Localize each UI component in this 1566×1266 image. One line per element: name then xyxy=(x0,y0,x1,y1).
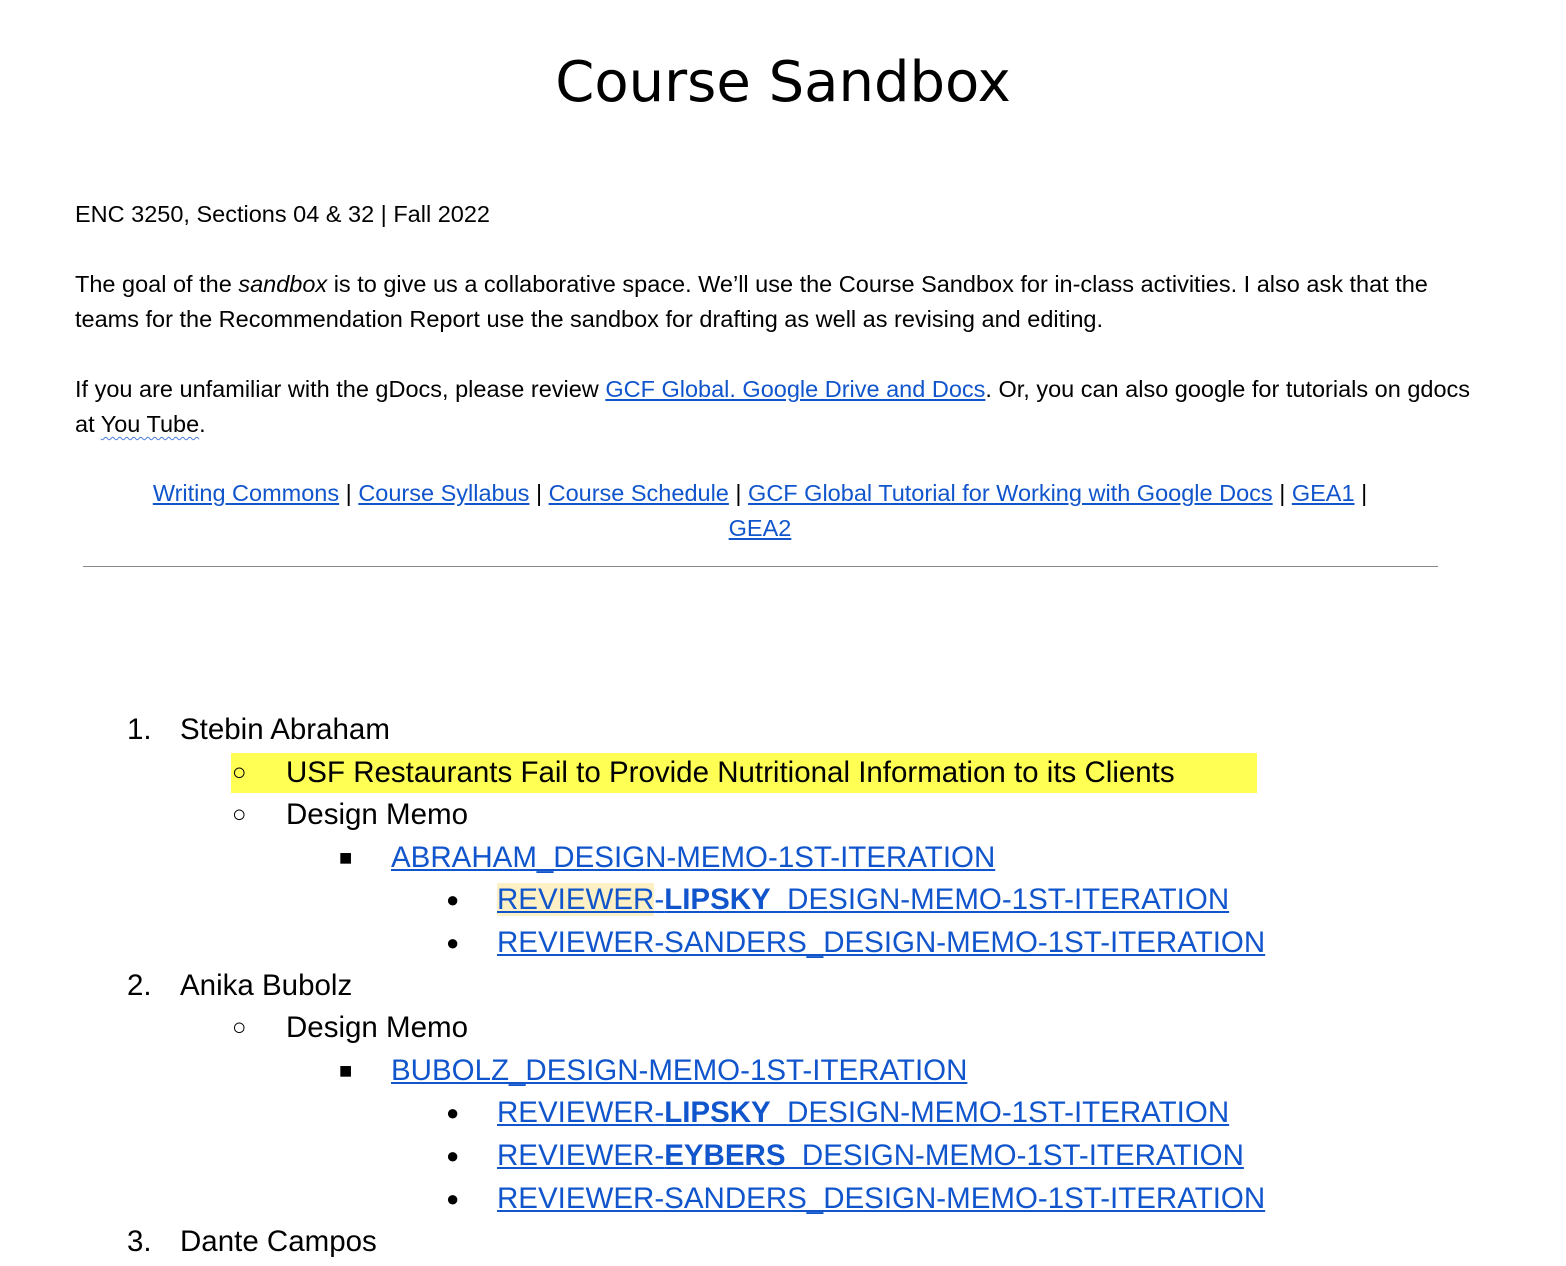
bullet-icon: ● xyxy=(446,1143,460,1168)
gcf-tutorial-link[interactable]: GCF Global Tutorial for Working with Google Docs xyxy=(748,480,1273,506)
review-prefix: REVIEWER- xyxy=(497,1096,665,1129)
horizontal-rule xyxy=(83,566,1438,567)
review-prefix: REVIEWER- xyxy=(497,1139,665,1172)
student-name: Anika Bubolz xyxy=(180,969,353,1002)
review-link[interactable]: REVIEWER-SANDERS_DESIGN-MEMO-1ST-ITERATION xyxy=(497,926,1266,959)
bullet-icon: ● xyxy=(446,887,460,912)
gdocs-text-before: If you are unfamiliar with the gDocs, please review xyxy=(75,376,606,402)
gdocs-text-middle: . Or, you can also google for tutorials on gdocs at xyxy=(75,376,1471,437)
gcf-global-link[interactable]: GCF Global. Google Drive and Docs xyxy=(605,376,986,402)
gdocs-paragraph xyxy=(75,372,1475,442)
list-number: 3. xyxy=(127,1225,152,1258)
list-number: 2. xyxy=(127,969,152,1002)
course-line: ENC 3250, Sections 04 & 32 | Fall 2022 xyxy=(75,201,490,227)
nav-links xyxy=(75,476,1445,546)
nav-separator: | xyxy=(1279,480,1286,506)
review-link[interactable]: REVIEWER-SANDERS_DESIGN-MEMO-1ST-ITERATION xyxy=(497,1182,1266,1215)
writing-commons-link[interactable]: Writing Commons xyxy=(152,480,340,506)
memo-link[interactable]: ABRAHAM_DESIGN-MEMO-1ST-ITERATION xyxy=(391,841,996,874)
section-label: Design Memo xyxy=(286,798,468,831)
document-title: Course Sandbox xyxy=(555,50,1011,115)
goal-text-after: is to give us a collaborative space. We’ll use the Course Sandbox for in-class activities. I also ask that the teams for the Recommendation Report use the sandbox for drafting as well as revising and editing. xyxy=(75,271,1428,332)
square-bullet-icon: ■ xyxy=(339,1058,353,1083)
square-bullet-icon: ■ xyxy=(339,845,353,870)
youtube-spellcheck-text: You Tube xyxy=(100,411,200,437)
goal-emphasis: sandbox xyxy=(238,271,328,297)
gea2-link[interactable]: GEA2 xyxy=(728,515,792,541)
nav-separator: | xyxy=(345,480,352,506)
bullet-icon: ● xyxy=(446,930,460,955)
section-label: Design Memo xyxy=(286,1011,468,1044)
circle-bullet-icon: ○ xyxy=(232,1014,247,1041)
gea1-link[interactable]: GEA1 xyxy=(1291,480,1355,506)
review-link[interactable] xyxy=(497,1093,1229,1133)
goal-paragraph xyxy=(75,267,1475,337)
reviewer-name: LIPSKY_ xyxy=(664,883,788,916)
circle-bullet-icon: ○ xyxy=(232,801,247,828)
review-suffix: DESIGN-MEMO-1ST-ITERATION xyxy=(787,1096,1230,1129)
gdocs-text-after: . xyxy=(199,411,206,437)
goal-text-before: The goal of the xyxy=(75,271,239,297)
review-suffix: DESIGN-MEMO-1ST-ITERATION xyxy=(801,1139,1244,1172)
reviewer-name: EYBERS_ xyxy=(664,1139,802,1172)
course-schedule-link[interactable]: Course Schedule xyxy=(548,480,729,506)
list-number: 1. xyxy=(127,713,152,746)
topic-text: USF Restaurants Fail to Provide Nutritional Information to its Clients xyxy=(286,756,1175,789)
course-syllabus-link[interactable]: Course Syllabus xyxy=(358,480,530,506)
review-dash: - xyxy=(654,883,665,916)
memo-link[interactable]: BUBOLZ_DESIGN-MEMO-1ST-ITERATION xyxy=(391,1054,968,1087)
student-name: Stebin Abraham xyxy=(180,713,390,746)
review-suffix: DESIGN-MEMO-1ST-ITERATION xyxy=(787,883,1230,916)
nav-separator: | xyxy=(735,480,742,506)
student-name: Dante Campos xyxy=(180,1225,377,1258)
review-link[interactable] xyxy=(497,880,1229,920)
review-prefix-highlight: REVIEWER xyxy=(497,883,655,916)
circle-bullet-icon: ○ xyxy=(232,759,247,786)
review-link[interactable] xyxy=(497,1136,1244,1176)
nav-separator: | xyxy=(1361,480,1368,506)
nav-separator: | xyxy=(535,480,543,506)
bullet-icon: ● xyxy=(446,1100,460,1125)
bullet-icon: ● xyxy=(446,1186,460,1211)
reviewer-name: LIPSKY_ xyxy=(664,1096,788,1129)
